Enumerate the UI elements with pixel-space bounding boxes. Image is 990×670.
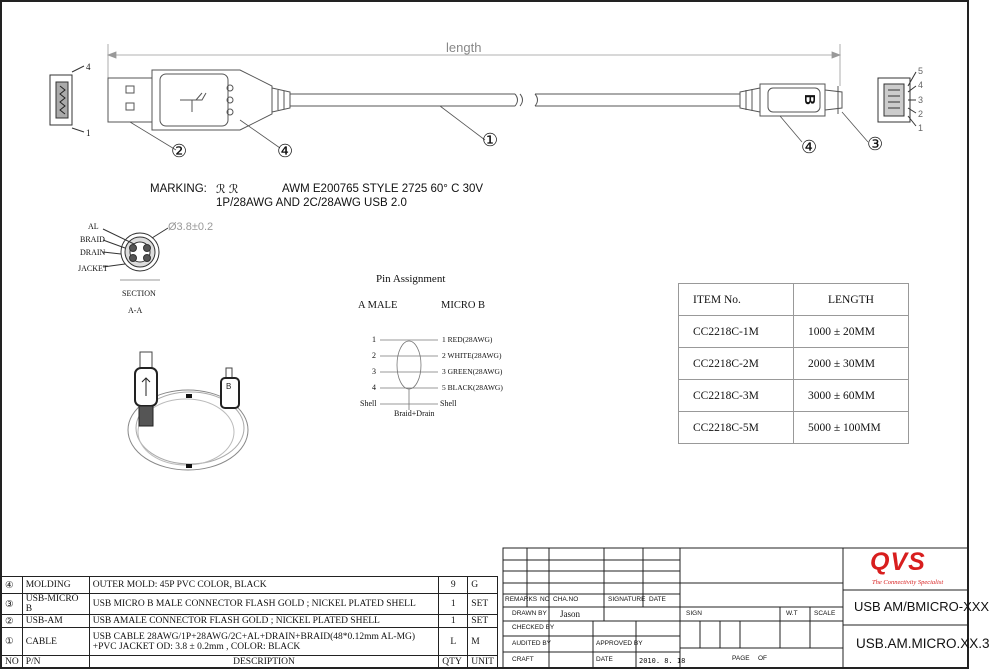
- pin-right-header: MICRO B: [441, 300, 486, 311]
- pin-right-3: 3 GREEN(28AWG): [442, 367, 503, 376]
- usb-a-plug: [108, 70, 290, 130]
- bom-no: ③: [2, 594, 23, 615]
- tb-audited-by: AUDITED BY: [512, 640, 552, 647]
- bom-desc: OUTER MOLD: 45P PVC COLOR, BLACK: [89, 577, 439, 594]
- bom-pn: MOLDING: [22, 577, 89, 594]
- table-row: [679, 316, 909, 348]
- pin-number-1-left: 1: [86, 128, 91, 138]
- tb-of: OF: [758, 655, 768, 662]
- bom-desc: [89, 628, 439, 656]
- tb-no: NO: [540, 596, 550, 603]
- bom-pn: CABLE: [22, 628, 89, 656]
- pin-right-shell: Shell: [440, 399, 457, 408]
- section-diameter: Ø3.8±0.2: [168, 221, 214, 233]
- bom-unit: G: [468, 577, 498, 594]
- bom-unit: SET: [468, 594, 498, 615]
- micro-b-plug: [740, 84, 842, 116]
- tb-drawn-name: Jason: [560, 609, 580, 619]
- table-row: [679, 380, 909, 412]
- length-label: length: [446, 40, 482, 55]
- section-a-a: [103, 228, 168, 280]
- bom-footer-no: NO: [2, 656, 23, 668]
- bom-unit: SET: [468, 615, 498, 628]
- bom-footer-unit: UNIT: [468, 656, 498, 668]
- length-table: [678, 283, 909, 444]
- pin-left-3: 3: [372, 367, 376, 376]
- tb-approved-by: APPROVED BY: [596, 640, 643, 647]
- drawing-title: USB AM/BMICRO-XXX: [854, 599, 990, 614]
- bom-unit: M: [468, 628, 498, 656]
- bom-footer-pn: P/N: [22, 656, 89, 668]
- section-label-jacket: JACKET: [78, 264, 108, 273]
- bom-no: ②: [2, 615, 23, 628]
- tb-wt: W.T: [786, 610, 798, 617]
- table-row: [2, 594, 498, 615]
- usb-a-end-view: [50, 66, 84, 132]
- tb-signature: SIGNATURE: [608, 596, 646, 603]
- pin-left-1: 1: [372, 335, 376, 344]
- pin-number-2-right: 2: [918, 109, 924, 119]
- pin-number-3-right: 3: [918, 95, 924, 105]
- marking-label: MARKING:: [150, 183, 207, 195]
- item-no-cell: CC2218C-2M: [679, 348, 794, 380]
- bom-no: ①: [2, 628, 23, 656]
- bom-desc-line-2: +PVC JACKET OD: 3.8 ± 0.2mm , COLOR: BLACK: [92, 641, 301, 652]
- pin-wiring: [380, 340, 438, 410]
- length-cell: 1000 ± 20MM: [794, 316, 909, 348]
- pin-left-shell: Shell: [360, 399, 377, 408]
- balloon-leaders: [130, 106, 868, 150]
- bom-footer-qty: QTY: [439, 656, 468, 668]
- item-no-cell: CC2218C-5M: [679, 412, 794, 444]
- tb-cha-no: CHA.NO: [553, 596, 579, 603]
- balloon-4-right: ④: [801, 137, 818, 157]
- marking-line-2: 1P/28AWG AND 2C/28AWG USB 2.0: [216, 197, 407, 209]
- table-row: [2, 628, 498, 656]
- bom-qty: 9: [439, 577, 468, 594]
- micro-b-end-view: [878, 72, 916, 126]
- balloon-1: ①: [482, 130, 499, 150]
- table-row: [679, 348, 909, 380]
- pin-number-4-left: 4: [86, 62, 91, 72]
- item-no-cell: CC2218C-1M: [679, 316, 794, 348]
- tb-date-2: DATE: [596, 656, 613, 663]
- bom-desc: USB AMALE CONNECTOR FLASH GOLD ; NICKEL PLATED SHELL: [89, 615, 439, 628]
- table-row: [679, 412, 909, 444]
- pin-braid-drain: Braid+Drain: [394, 409, 435, 418]
- length-table-header: [679, 284, 909, 316]
- section-label-braid: BRAID: [80, 235, 105, 244]
- table-row: [2, 577, 498, 594]
- balloon-2-left: ②: [171, 141, 188, 161]
- bom-desc-line-1: USB CABLE 28AWG/1P+28AWG/2C+AL+DRAIN+BRAID(48*0.12mm AL-MG): [92, 631, 416, 642]
- length-cell: 3000 ± 60MM: [794, 380, 909, 412]
- pin-left-4: 4: [372, 383, 376, 392]
- pin-right-1: 1 RED(28AWG): [442, 335, 493, 344]
- part-number: USB.AM.MICRO.XX.3: [856, 636, 990, 651]
- qvs-tagline: The Connectivity Specialist: [872, 579, 944, 586]
- balloon-3: ③: [867, 134, 884, 154]
- tb-sign: SIGN: [686, 610, 702, 617]
- tb-checked-by: CHECKED BY: [512, 624, 555, 631]
- length-cell: 5000 ± 100MM: [794, 412, 909, 444]
- bom-pn: USB-AM: [22, 615, 89, 628]
- tb-drawn-by: DRAWN BY: [512, 610, 547, 617]
- balloon-4-left: ④: [277, 141, 294, 161]
- section-label-drain: DRAIN: [80, 248, 106, 257]
- pin-number-4-right: 4: [918, 80, 924, 90]
- bom-footer-row: [2, 656, 498, 668]
- pin-number-1-right: 1: [918, 123, 924, 133]
- section-subtitle: A-A: [128, 306, 143, 315]
- coiled-cable-picture: [128, 352, 248, 470]
- bom-qty: 1: [439, 615, 468, 628]
- length-header: LENGTH: [794, 284, 909, 316]
- tb-remarks: REMARKS: [505, 596, 538, 603]
- bom-qty: 1: [439, 594, 468, 615]
- tb-craft: CRAFT: [512, 656, 534, 663]
- pin-assignment-title: Pin Assignment: [376, 273, 446, 285]
- bom-qty: L: [439, 628, 468, 656]
- tb-scale: SCALE: [814, 610, 836, 617]
- tb-date-value: 2010. 8. 18: [639, 657, 686, 665]
- qvs-logo: QVS: [870, 548, 926, 576]
- tb-page: PAGE: [732, 655, 750, 662]
- bom-no: ④: [2, 577, 23, 594]
- pin-right-2: 2 WHITE(28AWG): [442, 351, 502, 360]
- svg-text:B: B: [226, 382, 232, 391]
- item-no-cell: CC2218C-3M: [679, 380, 794, 412]
- cable: [290, 94, 740, 106]
- plug-b-letter: B: [800, 94, 818, 105]
- pin-number-5-right: 5: [918, 66, 924, 76]
- pin-right-4: 5 BLACK(28AWG): [442, 383, 503, 392]
- table-row: [2, 615, 498, 628]
- section-title: SECTION: [122, 289, 156, 298]
- marking-line-1: AWM E200765 STYLE 2725 60° C 30V: [282, 183, 484, 195]
- item-no-header: ITEM No.: [679, 284, 794, 316]
- length-cell: 2000 ± 30MM: [794, 348, 909, 380]
- bom-desc: USB MICRO B MALE CONNECTOR FLASH GOLD ; NICKEL PLATED SHELL: [89, 594, 439, 615]
- pin-left-header: A MALE: [358, 300, 398, 311]
- bom-footer-desc: DESCRIPTION: [89, 656, 439, 668]
- section-label-al: AL: [88, 222, 99, 231]
- ul-symbols: ℛ ℛ: [216, 182, 239, 196]
- bom-table: [1, 576, 498, 668]
- tb-date: DATE: [649, 596, 666, 603]
- bom-pn: USB-MICRO B: [22, 594, 89, 615]
- pin-left-2: 2: [372, 351, 376, 360]
